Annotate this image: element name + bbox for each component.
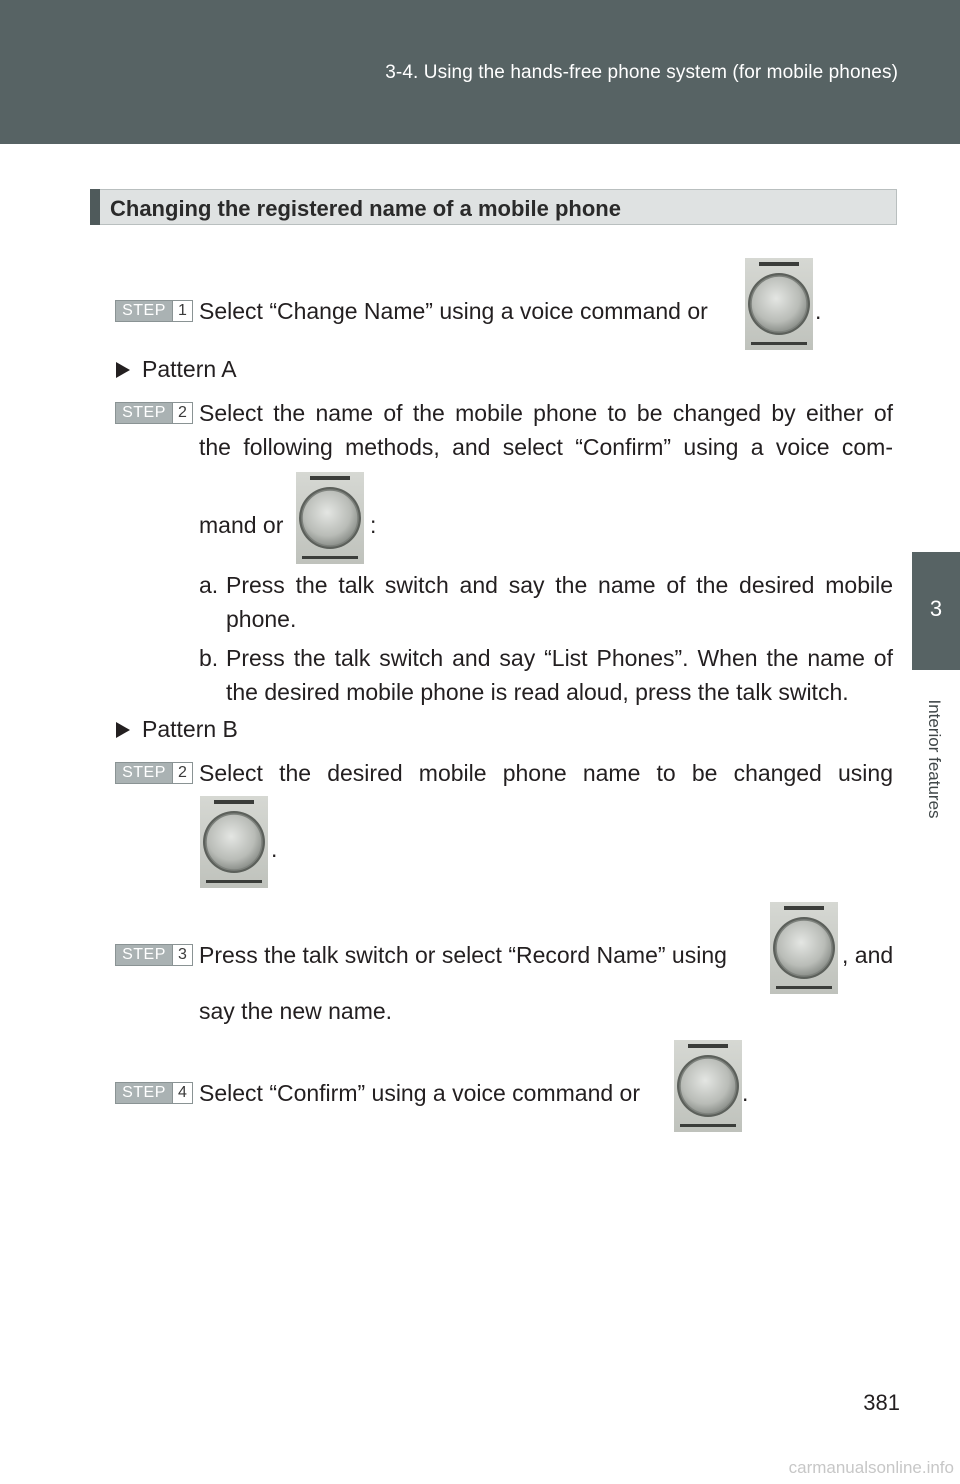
step-4-period: . [742,1080,749,1106]
step-1-text: Select “Change Name” using a voice command or [199,298,708,324]
tune-sel-knob-icon [200,796,268,888]
pattern-arrow-icon [116,362,130,378]
item-b-marker: b. [199,645,219,671]
step-1-period: . [815,298,822,324]
item-a-line-2: phone. [226,606,297,632]
knob-graphic [745,258,813,350]
step-2a-badge [115,402,193,424]
chapter-side-label-text: Interior features [925,699,944,819]
step-label: STEP [116,1083,172,1103]
knob-graphic [770,902,838,994]
tune-sel-knob-icon [296,472,364,564]
step-label: STEP [116,301,172,321]
step-2b-line-1: Select the desired mobile phone name to be changed using [199,760,893,786]
tune-sel-knob-icon [770,902,838,994]
step-1-badge [115,300,193,322]
chapter-number: 3 [929,596,943,621]
pattern-b-title: Pattern B [142,716,238,742]
step-4-badge [115,1082,193,1104]
section-heading [90,189,897,225]
step-2b-period: . [271,836,278,862]
step-label: STEP [116,945,172,965]
step-number: 2 [172,763,192,783]
step-number: 2 [172,403,192,423]
step-3-badge [115,944,193,966]
chapter-side-label [919,699,949,819]
chapter-title: 3-4. Using the hands-free phone system (for mobile phones) [385,62,898,83]
step-3-and: , and [842,942,894,968]
step-2a-line-3: mand or [199,512,284,538]
step-number: 3 [172,945,192,965]
step-number: 4 [172,1083,192,1103]
page-number: 381 [863,1390,900,1415]
knob-graphic [200,796,268,888]
section-heading-bar [90,189,100,225]
knob-graphic [296,472,364,564]
tune-sel-knob-icon [674,1040,742,1132]
item-b-line-1: Press the talk switch and say “List Phones”. When the name of [226,645,893,671]
tune-sel-knob-icon [745,258,813,350]
step-number: 1 [172,301,192,321]
item-b-line-2: the desired mobile phone is read aloud, press the talk switch. [226,679,849,705]
step-4-text: Select “Confirm” using a voice command or [199,1080,640,1106]
pattern-a-heading [116,356,237,383]
chapter-tab [912,552,960,670]
step-2a-line-2: the following methods, and select “Confirm” using a voice com- [199,434,893,460]
knob-graphic [674,1040,742,1132]
step-2a-line-1: Select the name of the mobile phone to be changed by either of [199,400,893,426]
pattern-a-title: Pattern A [142,356,237,382]
step-3-line-2: say the new name. [199,998,393,1024]
step-2b-badge [115,762,193,784]
page-header [0,0,960,144]
watermark: carmanualsonline.info [788,1458,954,1477]
step-3-text: Press the talk switch or select “Record Name” using [199,942,727,968]
step-label: STEP [116,763,172,783]
item-a-line-1: Press the talk switch and say the name of the desired mobile [226,572,893,598]
section-title: Changing the registered name of a mobile phone [110,196,621,221]
item-a-marker: a. [199,572,219,598]
pattern-b-heading [116,716,238,743]
step-label: STEP [116,403,172,423]
pattern-arrow-icon [116,722,130,738]
step-2a-colon: : [370,512,377,538]
